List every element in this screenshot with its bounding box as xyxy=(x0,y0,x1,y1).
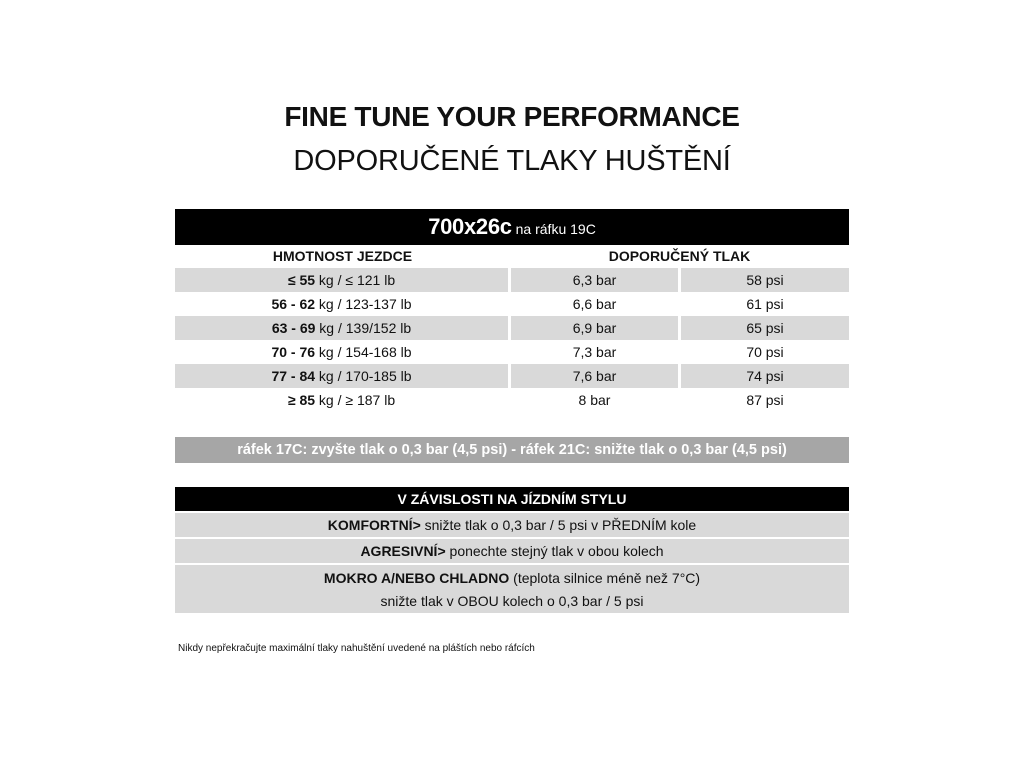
weight-units: kg / ≤ 121 lb xyxy=(315,272,396,288)
weight-units: kg / 170-185 lb xyxy=(315,368,412,384)
column-header-pressure: DOPORUČENÝ TLAK xyxy=(608,248,751,264)
wet-cold-line-1 xyxy=(175,567,849,590)
aggressive-text: ponechte stejný tlak v obou kolech xyxy=(445,543,664,559)
pressure-bar-cell: 7,3 bar xyxy=(572,344,617,360)
wet-cold-text: (teplota silnice méně než 7°C) xyxy=(509,570,701,586)
weight-range: ≤ 55 xyxy=(287,272,316,288)
pressure-table xyxy=(175,209,849,412)
comfort-text: snižte tlak o 0,3 bar / 5 psi v PŘEDNÍM kole xyxy=(420,517,697,533)
weight-range: 70 - 76 xyxy=(271,344,316,360)
pressure-psi-cell: 87 psi xyxy=(746,392,784,408)
weight-range: 56 - 62 xyxy=(271,296,316,312)
weight-units: kg / 139/152 lb xyxy=(315,320,412,336)
weight-range: 77 - 84 xyxy=(271,368,316,384)
weight-units: kg / 123-137 lb xyxy=(315,296,412,312)
rider-weight-cell xyxy=(175,340,508,364)
table-row xyxy=(175,364,849,388)
page-subtitle: DOPORUČENÉ TLAKY HUŠTĚNÍ xyxy=(293,145,731,177)
comfort-label: KOMFORTNÍ> xyxy=(327,517,421,533)
column-header-rider-weight: HMOTNOST JEZDCE xyxy=(272,248,413,264)
wet-cold-row xyxy=(175,565,849,613)
weight-units: kg / ≥ 187 lb xyxy=(315,392,396,408)
table-row xyxy=(175,388,849,412)
table-row xyxy=(175,268,849,292)
wet-cold-label: MOKRO A/NEBO CHLADNO xyxy=(323,570,510,586)
rim-width-note: ráfek 17C: zvyšte tlak o 0,3 bar (4,5 psi) - ráfek 21C: snižte tlak o 0,3 bar (4,5 psi) xyxy=(175,437,849,463)
pressure-bar-cell: 7,6 bar xyxy=(511,364,678,388)
pressure-psi-cell: 70 psi xyxy=(746,344,784,360)
rim-size-label: na ráfku 19C xyxy=(515,221,596,237)
table-row xyxy=(175,316,849,340)
rider-weight-cell xyxy=(175,292,508,316)
riding-style-header: V ZÁVISLOSTI NA JÍZDNÍM STYLU xyxy=(175,487,849,511)
table-row xyxy=(175,340,849,364)
weight-range: ≥ 85 xyxy=(287,392,316,408)
pressure-bar-cell: 6,3 bar xyxy=(511,268,678,292)
pressure-bar-cell: 6,9 bar xyxy=(511,316,678,340)
rider-weight-cell xyxy=(175,316,508,340)
pressure-bar-cell: 8 bar xyxy=(578,392,611,408)
footnote: Nikdy nepřekračujte maximální tlaky nahuštění uvedené na pláštích nebo ráfcích xyxy=(178,643,535,654)
rider-weight-cell xyxy=(175,388,508,412)
tire-size-label: 700x26c xyxy=(428,214,512,239)
page-title: FINE TUNE YOUR PERFORMANCE xyxy=(284,101,740,132)
column-headers xyxy=(175,245,849,268)
weight-units: kg / 154-168 lb xyxy=(315,344,412,360)
aggressive-row xyxy=(175,539,849,563)
table-row xyxy=(175,292,849,316)
weight-range: 63 - 69 xyxy=(271,320,316,336)
pressure-psi-cell: 58 psi xyxy=(681,268,849,292)
rider-weight-cell xyxy=(175,268,508,292)
pressure-psi-cell: 61 psi xyxy=(746,296,784,312)
pressure-bar-cell: 6,6 bar xyxy=(572,296,617,312)
wet-cold-line-2: snižte tlak v OBOU kolech o 0,3 bar / 5 psi xyxy=(380,593,644,609)
comfort-row xyxy=(175,513,849,537)
riding-style-table xyxy=(175,487,849,613)
tire-size-header xyxy=(175,209,849,245)
rider-weight-cell xyxy=(175,364,508,388)
aggressive-label: AGRESIVNÍ> xyxy=(360,543,446,559)
pressure-psi-cell: 65 psi xyxy=(681,316,849,340)
pressure-psi-cell: 74 psi xyxy=(681,364,849,388)
